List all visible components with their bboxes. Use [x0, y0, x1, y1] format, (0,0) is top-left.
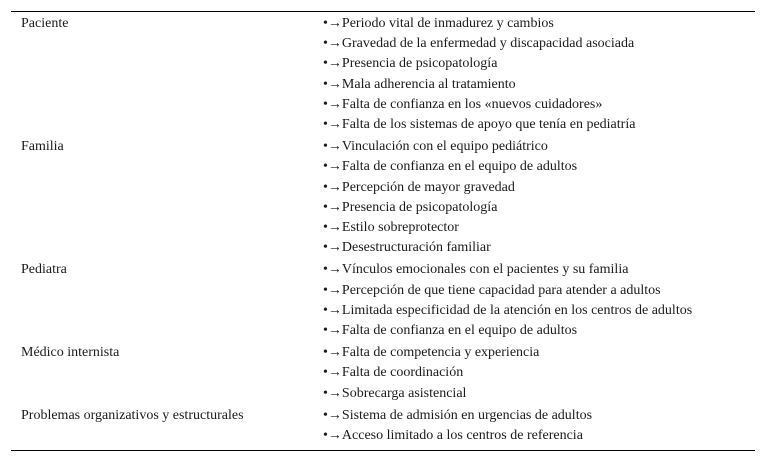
list-item: •→Gravedad de la enfermedad y discapacidad asociada	[323, 36, 635, 52]
list-item: •→Presencia de psicopatología	[323, 56, 498, 72]
list-item: •→Falta de confianza en los «nuevos cuidadores»	[323, 96, 603, 112]
list-item: •→Falta de confianza en el equipo de adultos	[323, 159, 578, 175]
table-row	[11, 404, 755, 450]
list-item: •→Periodo vital de inmadurez y cambios	[323, 16, 554, 31]
row-items	[323, 12, 755, 135]
row-category: Paciente	[21, 16, 69, 31]
table-row	[11, 341, 755, 404]
list-item: •→Falta de competencia y experiencia	[323, 345, 540, 361]
list-item: •→Estilo sobreprotector	[323, 220, 459, 236]
row-items	[323, 135, 755, 258]
table-row	[11, 12, 755, 135]
row-category: Médico internista	[21, 345, 120, 361]
row-items	[323, 404, 755, 450]
row-category: Familia	[21, 139, 64, 155]
table-row	[11, 135, 755, 258]
list-item: •→Vinculación con el equipo pediátrico	[323, 139, 548, 155]
list-item: •→Percepción de que tiene capacidad para atender a adultos	[323, 282, 661, 298]
list-item: •→Desestructuración familiar	[323, 240, 491, 256]
list-item: •→Sistema de admisión en urgencias de adultos	[323, 407, 593, 423]
list-item: •→Limitada especificidad de la atención en los centros de adultos	[323, 302, 693, 318]
row-items	[323, 258, 755, 341]
list-item: •→Mala adherencia al tratamiento	[323, 76, 516, 92]
list-item: •→Presencia de psicopatología	[323, 199, 498, 215]
list-item: •→Falta de confianza en el equipo de adultos	[323, 323, 578, 339]
row-category: Problemas organizativos y estructurales	[21, 407, 244, 423]
list-item: •→Percepción de mayor gravedad	[323, 179, 515, 195]
list-item: •→Falta de coordinación	[323, 365, 464, 381]
list-item: •→Sobrecarga asistencial	[323, 385, 467, 401]
barriers-table	[11, 11, 755, 451]
table-row	[11, 258, 755, 341]
row-category: Pediatra	[21, 262, 67, 278]
barriers-table-grid	[11, 12, 755, 450]
list-item: •→Acceso limitado a los centros de referencia	[323, 428, 583, 444]
list-item: •→Falta de los sistemas de apoyo que tenía en pediatría	[323, 117, 636, 133]
list-item: •→Vínculos emocionales con el pacientes y su familia	[323, 262, 629, 278]
row-items	[323, 341, 755, 404]
